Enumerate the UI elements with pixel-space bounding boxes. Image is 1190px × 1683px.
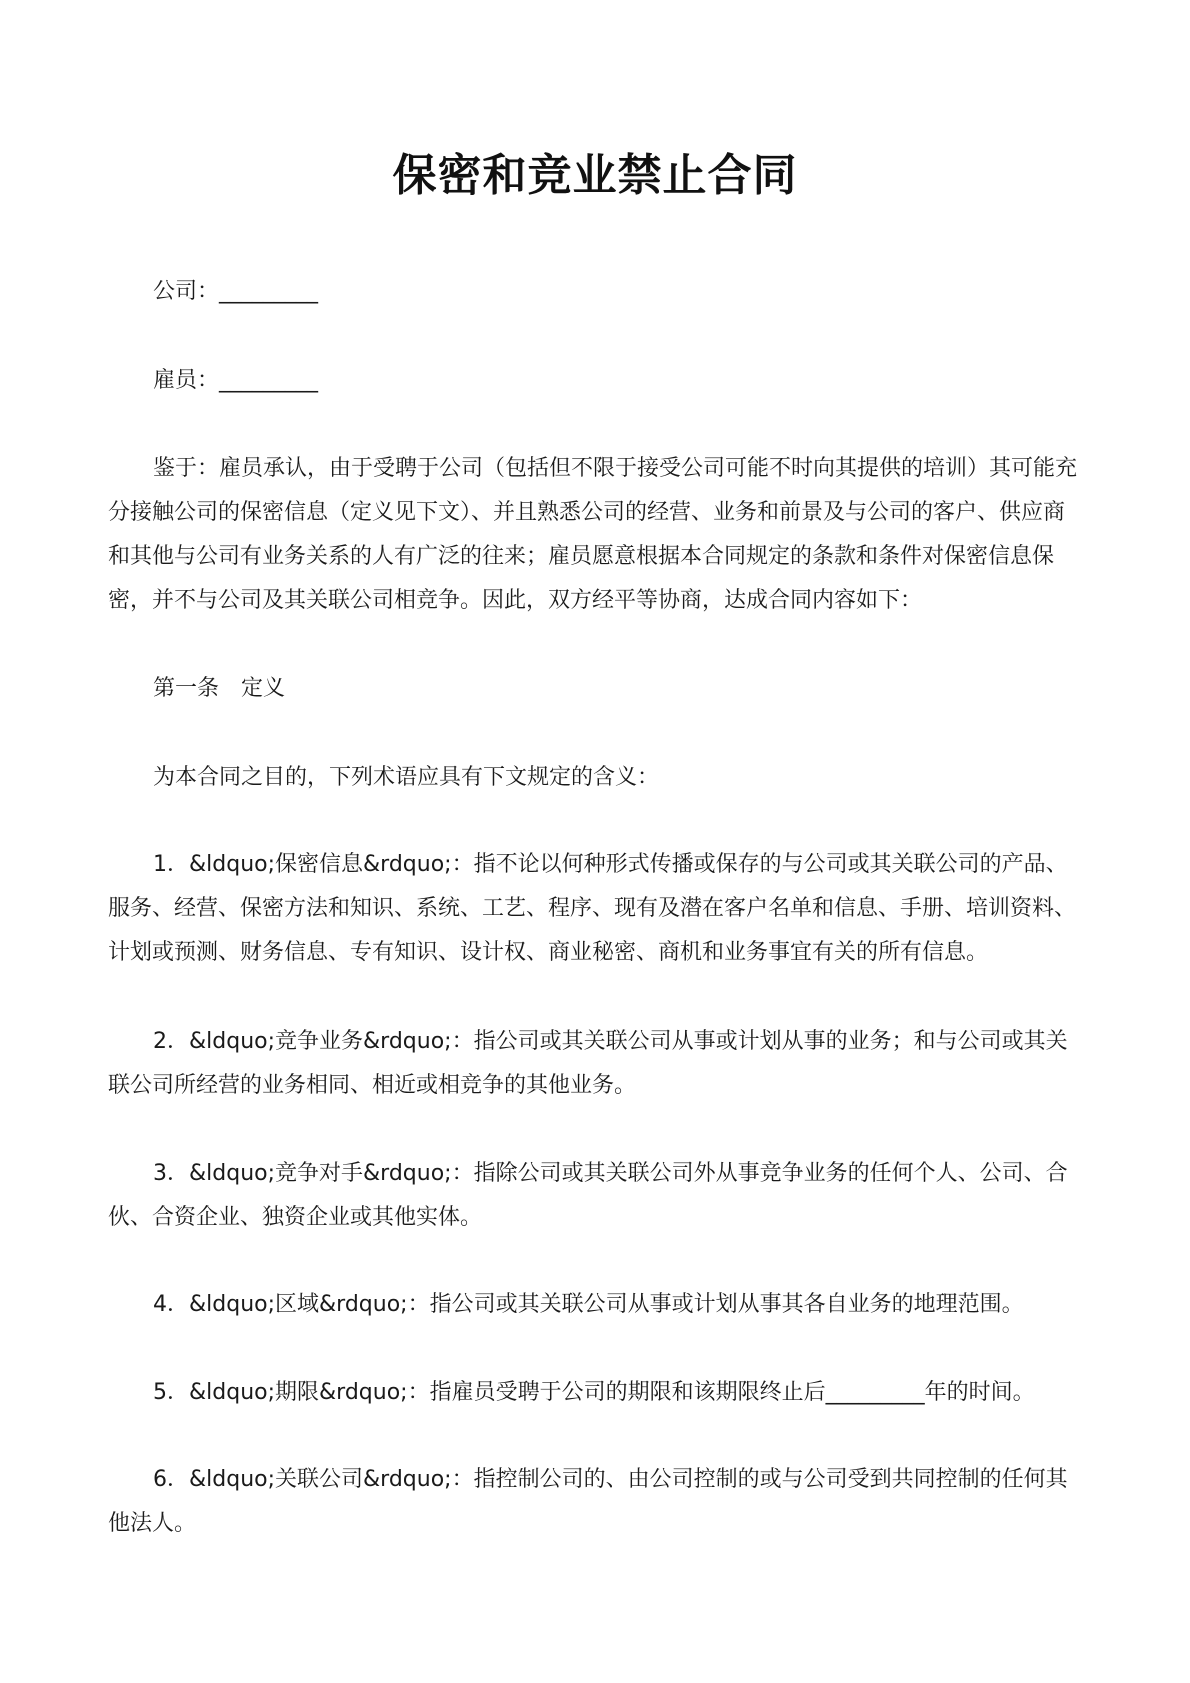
definition-affiliate: 6．&ldquo;关联公司&rdquo;：指控制公司的、由公司控制的或与公司受到共同控制的任何其他法人。 — [108, 1467, 1068, 1536]
article1-intro: 为本合同之目的，下列术语应具有下文规定的含义： — [153, 765, 660, 790]
definition-competitor: 3．&ldquo;竞争对手&rdquo;：指除公司或其关联公司外从事竞争业务的任何个人、公司、合伙、合资企业、独资企业或其他实体。 — [108, 1161, 1068, 1230]
article-heading — [108, 667, 1083, 711]
definition-item — [108, 1020, 1083, 1108]
definition-region: 4．&ldquo;区域&rdquo;：指公司或其关联公司从事或计划从事其各自业务的地理范围。 — [153, 1292, 1024, 1317]
definition-item — [108, 1152, 1083, 1240]
article1-heading: 第一条 定义 — [153, 676, 286, 701]
definition-competing-business: 2．&ldquo;竞争业务&rdquo;：指公司或其关联公司从事或计划从事的业务；和与公司或其关联公司所经营的业务相同、相近或相竞争的其他业务。 — [108, 1029, 1068, 1098]
employee-line: 雇员：_________ — [153, 368, 319, 393]
definition-term: 5．&ldquo;期限&rdquo;：指雇员受聘于公司的期限和该期限终止后_________年的时间。 — [153, 1380, 1035, 1405]
article-intro — [108, 756, 1083, 800]
definition-item — [108, 1283, 1083, 1327]
company-field — [108, 270, 1083, 314]
whereas-paragraph: 鉴于：雇员承认，由于受聘于公司（包括但不限于接受公司可能不时向其提供的培训）其可能充分接触公司的保密信息（定义见下文）、并且熟悉公司的经营、业务和前景及与公司的客户、供应商和其他与公司有业务关系的人有广泛的往来；雇员愿意根据本合同规定的条款和条件对保密信息保密，并不与公司及其关联公司相竞争。因此，双方经平等协商，达成合同内容如下： — [108, 456, 1078, 613]
document-title: 保密和竞业禁止合同 — [392, 150, 798, 201]
definition-item — [108, 1458, 1083, 1546]
company-line: 公司：_________ — [153, 279, 319, 304]
definition-confidential-info: 1．&ldquo;保密信息&rdquo;：指不论以何种形式传播或保存的与公司或其关联公司的产品、服务、经营、保密方法和知识、系统、工艺、程序、现有及潜在客户名单和信息、手册、培训资料、计划或预测、财务信息、专有知识、设计权、商业秘密、商机和业务事宜有关的所有信息。 — [108, 852, 1077, 965]
definition-item — [108, 843, 1083, 975]
whereas-clause — [108, 447, 1083, 623]
definition-item — [108, 1371, 1083, 1415]
employee-field — [108, 359, 1083, 403]
